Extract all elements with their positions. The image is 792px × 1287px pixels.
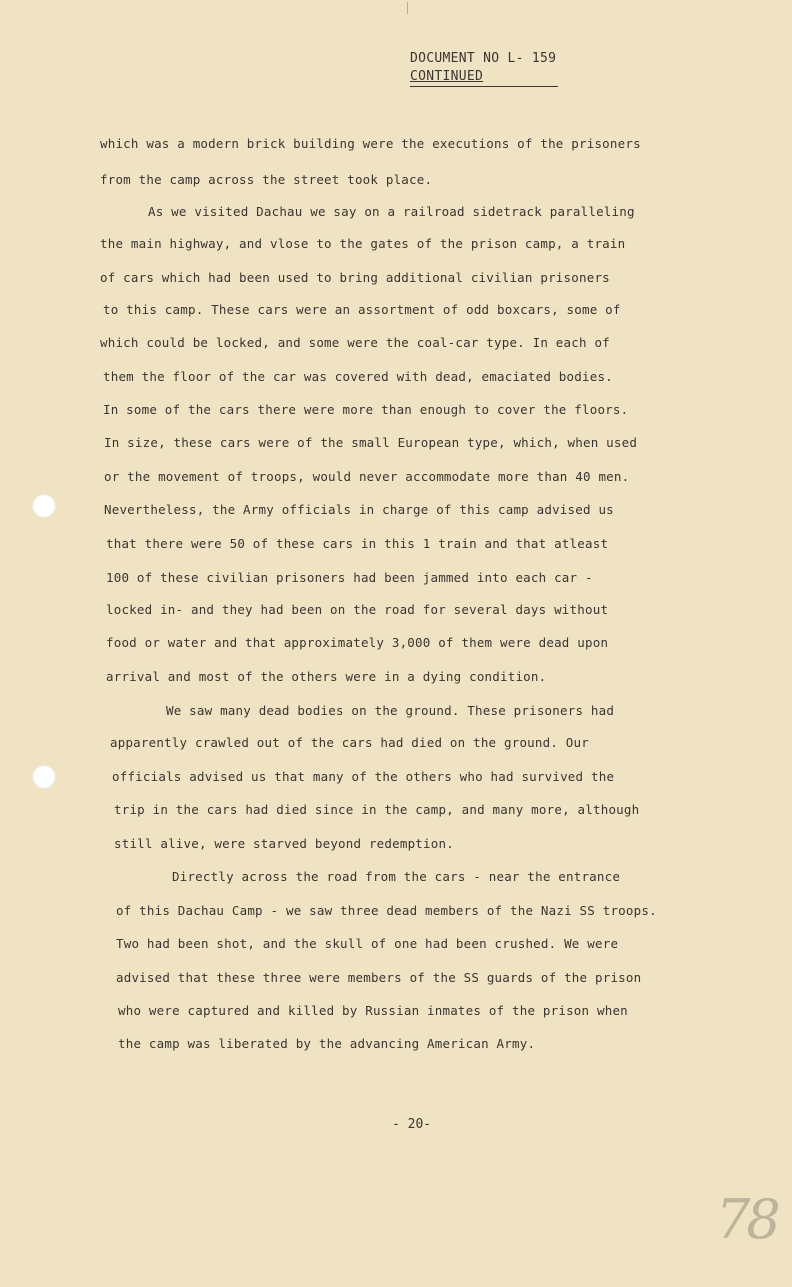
text-line: to this camp. These cars were an assortment of odd boxcars, some of: [103, 302, 621, 317]
text-line: the camp was liberated by the advancing American Army.: [118, 1036, 536, 1051]
text-line: from the camp across the street took place.: [100, 172, 433, 187]
handwritten-folio-number: 78: [716, 1188, 777, 1251]
document-number: DOCUMENT NO L- 159: [410, 51, 557, 66]
document-header: [410, 50, 558, 87]
text-line: that there were 50 of these cars in this 1 train and that atleast: [106, 536, 609, 551]
text-line: food or water and that approximately 3,000 of them were dead upon: [106, 635, 609, 650]
page-number: - 20-: [392, 1117, 432, 1132]
text-line: We saw many dead bodies on the ground. These prisoners had: [166, 703, 615, 718]
text-line: Two had been shot, and the skull of one had been crushed. We were: [116, 936, 619, 951]
text-line: locked in- and they had been on the road for several days without: [106, 602, 609, 617]
text-line: officials advised us that many of the others who had survived the: [112, 769, 615, 784]
text-line: apparently crawled out of the cars had died on the ground. Our: [110, 735, 589, 750]
text-line: them the floor of the car was covered with dead, emaciated bodies.: [103, 369, 613, 384]
text-line: 100 of these civilian prisoners had been jammed into each car -: [106, 570, 593, 585]
text-line: In size, these cars were of the small European type, which, when used: [104, 435, 638, 450]
text-line: of this Dachau Camp - we saw three dead members of the Nazi SS troops.: [116, 903, 657, 918]
text-line: of cars which had been used to bring additional civilian prisoners: [100, 270, 610, 285]
continued-label: CONTINUED: [410, 68, 558, 87]
text-line: Nevertheless, the Army officials in charge of this camp advised us: [104, 502, 614, 517]
text-line: which could be locked, and some were the coal-car type. In each of: [100, 335, 610, 350]
text-line: In some of the cars there were more than enough to cover the floors.: [103, 402, 629, 417]
text-line: Directly across the road from the cars - near the entrance: [172, 869, 621, 884]
punch-hole-bottom: [32, 765, 56, 789]
text-line: advised that these three were members of the SS guards of the prison: [116, 970, 642, 985]
text-line: who were captured and killed by Russian inmates of the prison when: [118, 1003, 628, 1018]
text-line: As we visited Dachau we say on a railroad sidetrack paralleling: [148, 204, 635, 219]
text-line: trip in the cars had died since in the camp, and many more, although: [114, 802, 640, 817]
text-line: still alive, were starved beyond redemption.: [114, 836, 454, 851]
punch-hole-top: [32, 494, 56, 518]
text-line: which was a modern brick building were the executions of the prisoners: [100, 136, 641, 151]
scan-mark: [407, 2, 408, 14]
text-line: arrival and most of the others were in a dying condition.: [106, 669, 547, 684]
text-line: the main highway, and vlose to the gates of the prison camp, a train: [100, 236, 626, 251]
text-line: or the movement of troops, would never accommodate more than 40 men.: [104, 469, 630, 484]
